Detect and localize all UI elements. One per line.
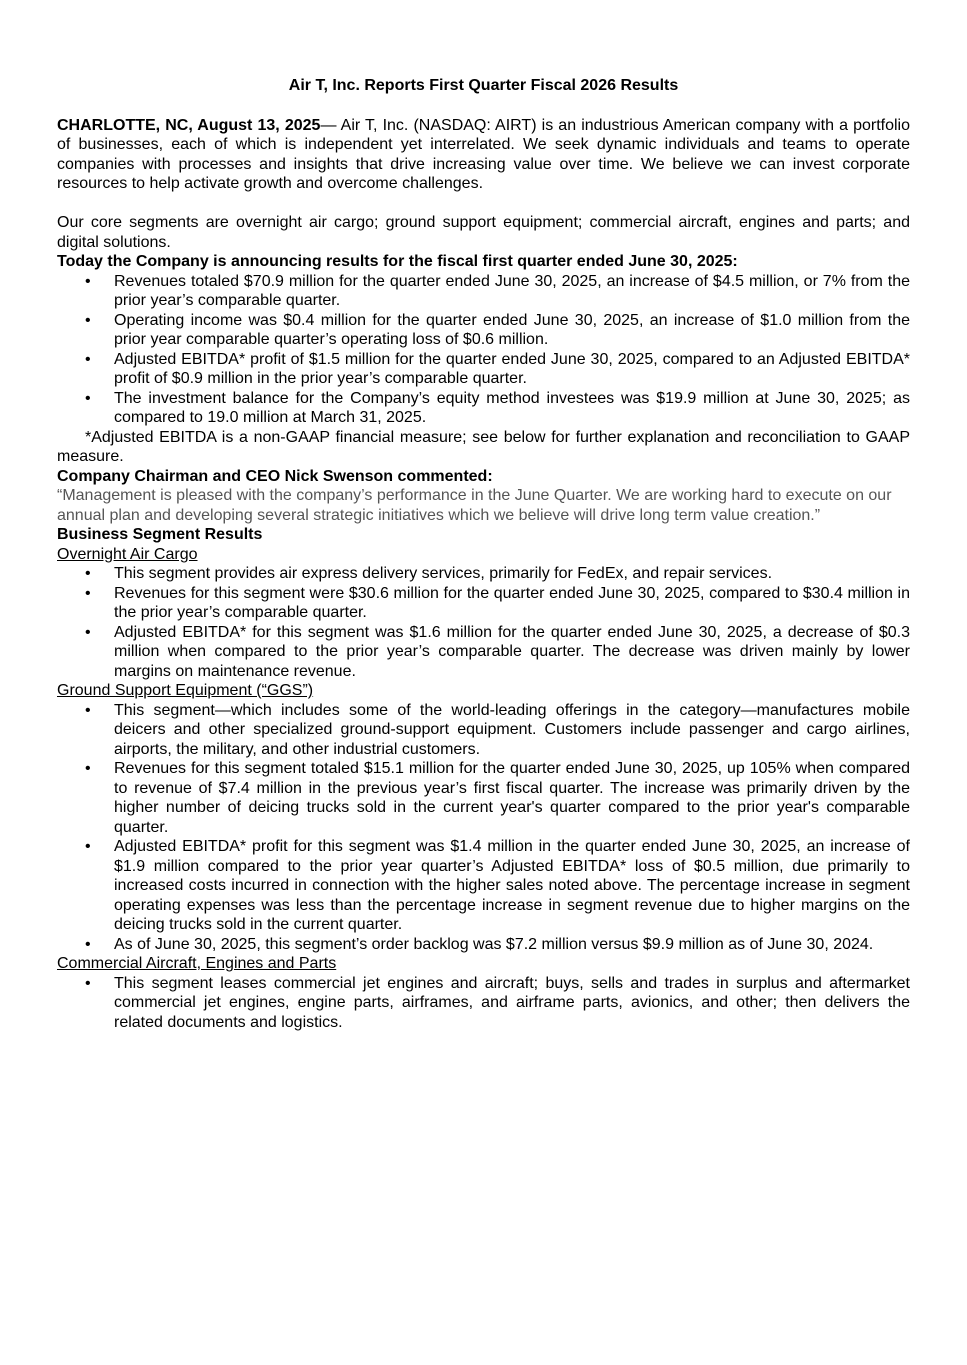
- results-list: [57, 272, 910, 428]
- segment-title-overnight: Overnight Air Cargo: [57, 545, 198, 563]
- dateline: CHARLOTTE, NC, August 13, 2025: [57, 116, 321, 134]
- segment-title-ggs: Ground Support Equipment (“GGS”): [57, 682, 314, 699]
- ceo-heading: Company Chairman and CEO Nick Swenson commented:: [57, 467, 493, 485]
- list-item: • This segment provides air express delivery services, primarily for FedEx, and repair services.: [57, 564, 910, 584]
- list-item: • Revenues for this segment totaled $15.1 million for the quarter ended June 30, 2025, up 105% when compared to revenue of $7.4 million in the previous year’s first fiscal quarter. The increase was primarily driven by the higher number of deicing trucks sold in the current year's quarter compared to the prior year's comparable quarter.: [57, 759, 910, 837]
- list-item: • The investment balance for the Company’s equity method investees was $19.9 million at June 30, 2025; as compared to 19.0 million at March 31, 2025.: [57, 389, 910, 428]
- list-item: • Adjusted EBITDA* profit of $1.5 million for the quarter ended June 30, 2025, compared to an Adjusted EBITDA* profit of $0.9 million in the prior year’s comparable quarter.: [57, 350, 910, 389]
- overnight-list: [57, 564, 910, 681]
- list-item: • Revenues for this segment were $30.6 million for the quarter ended June 30, 2025, compared to $30.4 million in the prior year’s comparable quarter.: [57, 584, 910, 623]
- list-item: • As of June 30, 2025, this segment’s order backlog was $7.2 million versus $9.9 million as of June 30, 2024.: [57, 935, 910, 955]
- list-item: • Operating income was $0.4 million for the quarter ended June 30, 2025, an increase of $1.0 million from the prior year comparable quarter’s operating loss of $0.6 million.: [57, 311, 910, 350]
- list-item: • This segment leases commercial jet engines and aircraft; buys, sells and trades in surplus and aftermarket commercial jet engines, engine parts, airframes, and airframe parts, avionics, and other; then delivers the related documents and logistics.: [57, 974, 910, 1033]
- intro-text: — Air T, Inc. (NASDAQ: AIRT) is an industrious American company with a portfolio of businesses, each of which is independent yet interrelated. We seek dynamic individuals and teams to operate companies with processes and insights that drive increasing value over time. We believe we can invest corporate resources to help activate growth and overcome challenges.: [57, 116, 911, 192]
- intro-paragraph: [57, 116, 910, 194]
- ceo-quote: “Management is pleased with the company’s performance in the June Quarter. We are working hard to execute on our annual plan and developing several strategic initiatives which we believe will drive long term value creation.”: [57, 487, 892, 524]
- segment-title-commercial: Commercial Aircraft, Engines and Parts: [57, 955, 337, 972]
- ggs-list: [57, 701, 910, 955]
- list-item: • This segment—which includes some of the world-leading offerings in the category—manufactures mobile deicers and other specialized ground-support equipment. Customers include passenger and cargo airlines, airports, the military, and other industrial customers.: [57, 701, 910, 760]
- page-title: Air T, Inc. Reports First Quarter Fiscal 2026 Results: [288, 77, 679, 94]
- document-page: [57, 76, 910, 1032]
- commercial-list: [57, 974, 910, 1033]
- results-heading: Today the Company is announcing results for the fiscal first quarter ended June 30, 2025:: [57, 253, 738, 270]
- list-item: • Revenues totaled $70.9 million for the quarter ended June 30, 2025, an increase of $4.5 million, or 7% from the prior year’s comparable quarter.: [57, 272, 910, 311]
- list-item: • Adjusted EBITDA* profit for this segment was $1.4 million in the quarter ended June 30, 2025, an increase of $1.9 million compared to the prior year quarter’s Adjusted EBITDA* loss of $0.5 million, due primarily to increased costs incurred in connection with the higher sales noted above. The percentage increase in segment operating expenses was less than the percentage increase in segment revenue due to higher margins on the deicing trucks sold in the current quarter.: [57, 837, 910, 935]
- ebitda-footnote: *Adjusted EBITDA is a non-GAAP financial measure; see below for further explanation and reconciliation to GAAP measure.: [57, 428, 910, 465]
- core-segments-paragraph: Our core segments are overnight air cargo; ground support equipment; commercial aircraft, engines and parts; and digital solutions.: [57, 214, 910, 251]
- segments-heading: Business Segment Results: [57, 526, 263, 543]
- list-item: • Adjusted EBITDA* for this segment was $1.6 million for the quarter ended June 30, 2025, a decrease of $0.3 million when compared to the prior year’s comparable quarter. The decrease was driven mainly by lower margins on maintenance revenue.: [57, 623, 910, 682]
